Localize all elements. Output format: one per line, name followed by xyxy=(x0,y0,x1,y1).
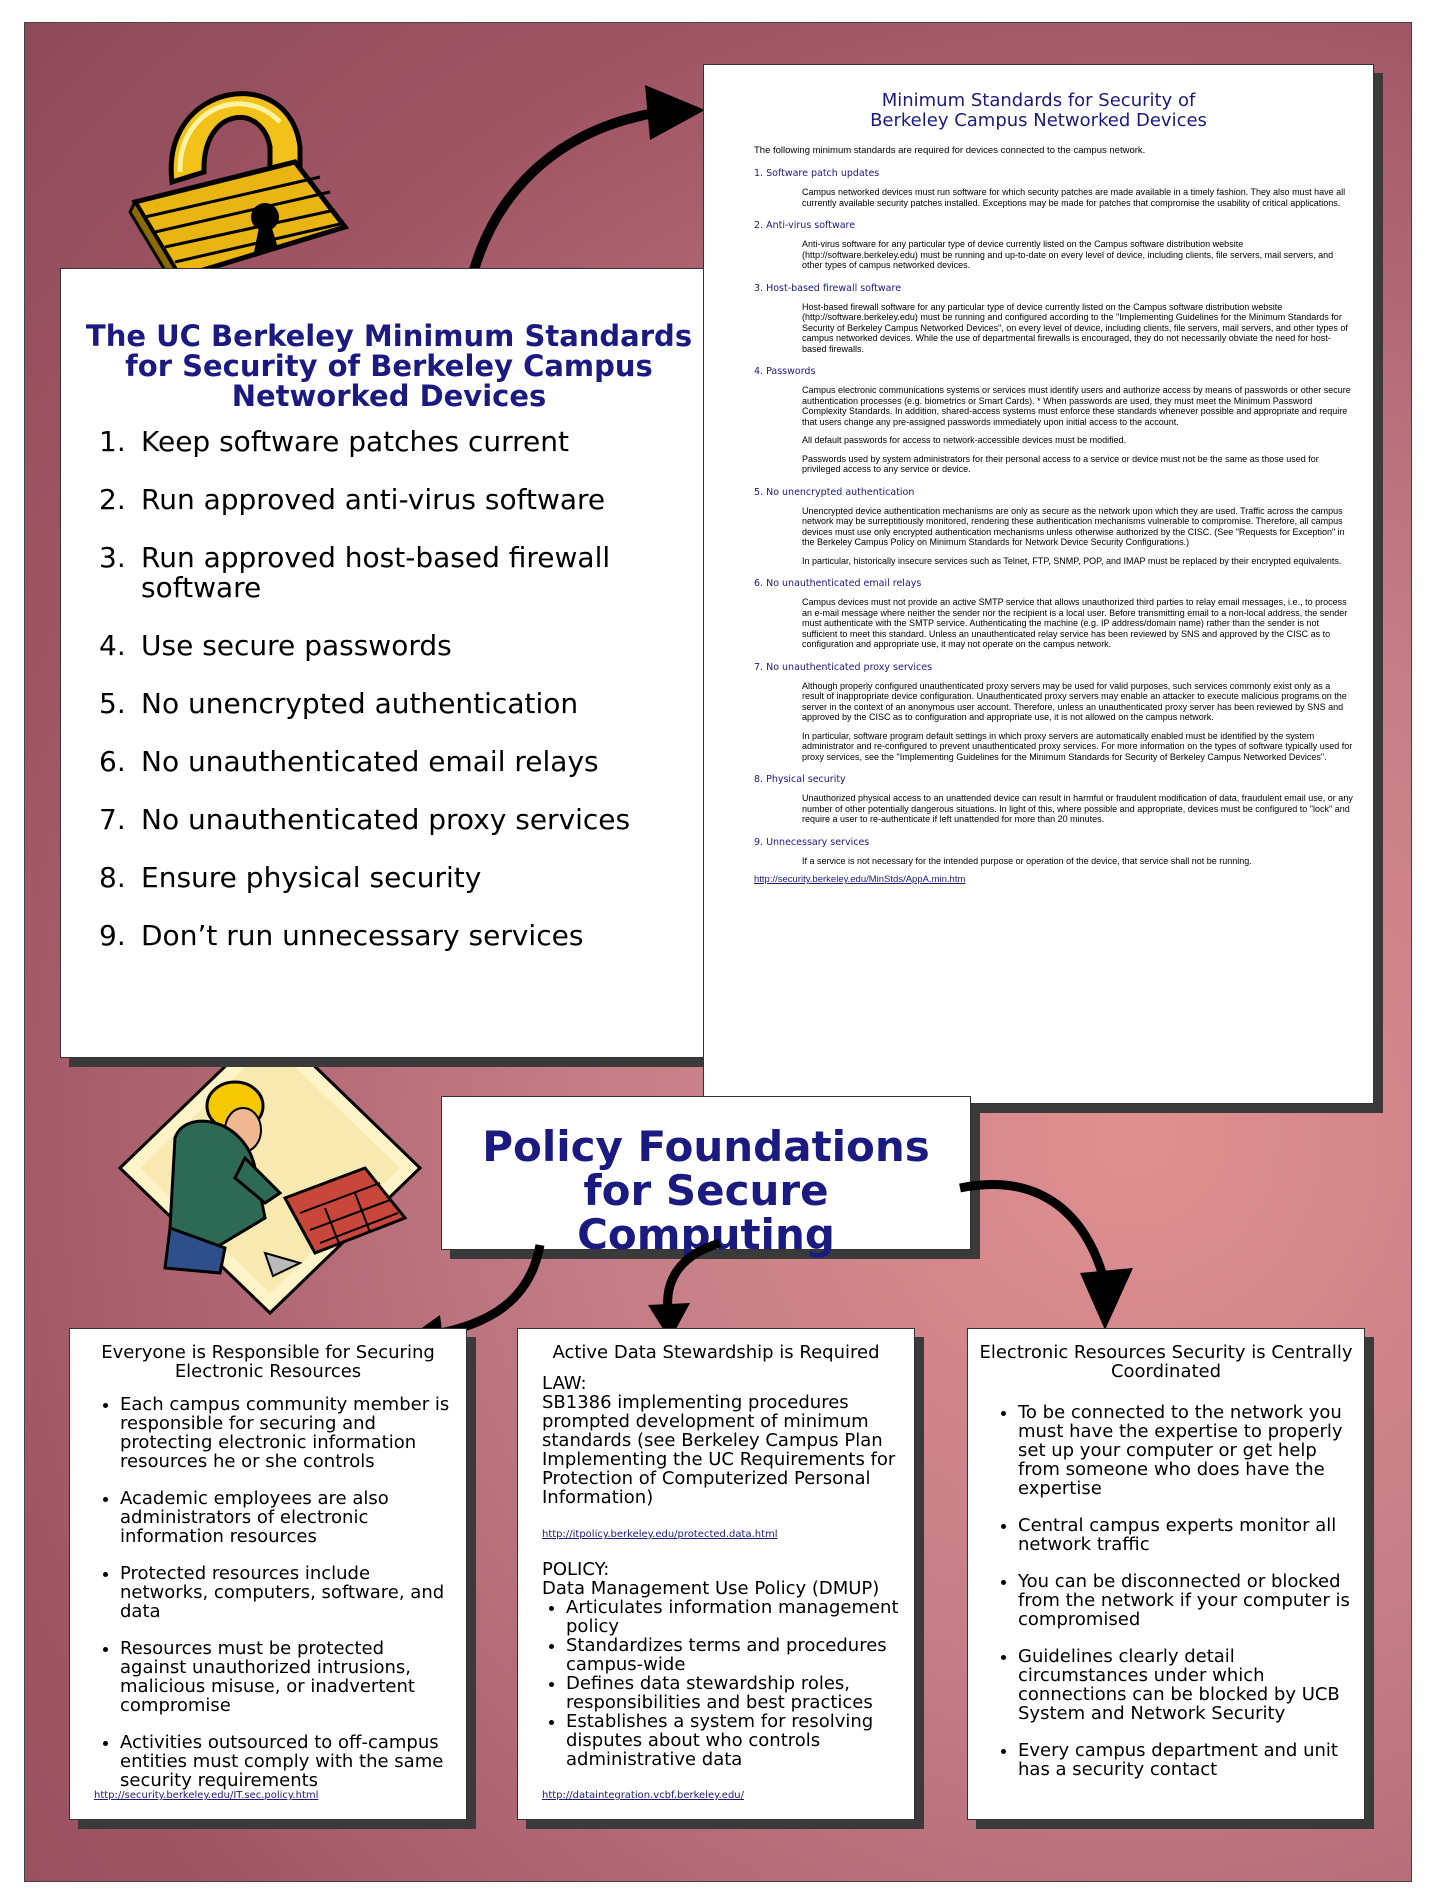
document-section-text: Campus electronic communications systems or services must identify users and authorize access by means of passwords or other secure authentication processes (e.g. biometrics or Smart Cards). * When passwords are used, they must meet the Minimum Password Complexity Standards. In addition, shared-access systems must enforce these standards whenever possible and appropriate and require that users change any pre-assigned passwords immediately upon initial access to the account. xyxy=(802,385,1351,427)
standard-item xyxy=(99,921,717,951)
document-section-text: Although properly configured unauthenticated proxy servers may be used for valid purposes, such services commonly exist only as a result of inappropriate device configuration. Unauthenticated proxy servers may enable an attacker to execute malicious programs on the server in the context of an anonymous user account. Therefore, unless an unauthenticated proxy server has been reviewed by SNS and approved by the CISC as to configuration and appropriate use, it is not allowed on the campus network. xyxy=(802,680,1347,722)
curved-arrow xyxy=(460,80,720,300)
law-text: SB1386 implementing procedures prompted development of minimum standards (see Berkeley Campus Plan Implementing the UC Requirements for Protection of Computerized Personal Information) xyxy=(542,1392,896,1508)
responsibility-box xyxy=(69,1328,467,1820)
standard-text: Keep software patches current xyxy=(141,425,570,458)
standard-number: 8. xyxy=(99,861,126,894)
list-item: • Resources must be protected against unauthorized intrusions, malicious misuse, or inadvertent compromise xyxy=(120,1639,454,1715)
standard-number: 7. xyxy=(99,803,126,836)
standard-number: 2. xyxy=(99,483,126,516)
law-label: LAW: xyxy=(542,1373,587,1394)
document-section-text: If a service is not necessary for the intended purpose or operation of the device, that service shall not be running. xyxy=(802,855,1252,866)
standard-number: 1. xyxy=(99,425,126,458)
policy-list xyxy=(542,1598,900,1769)
document-url-link[interactable]: http://security.berkeley.edu/MinStds/AppA.min.htm xyxy=(754,874,966,885)
document-section xyxy=(754,220,1353,271)
policy-name: Data Management Use Policy (DMUP) xyxy=(542,1578,880,1599)
document-section xyxy=(754,774,1353,825)
protected-data-link[interactable]: http://itpolicy.berkeley.edu/protected.data.html xyxy=(542,1529,778,1540)
standard-item xyxy=(99,631,717,661)
standard-text: No unencrypted authentication xyxy=(141,687,579,720)
document-section-heading: 7. No unauthenticated proxy services xyxy=(754,661,933,673)
list-item: • Standardizes terms and procedures campus-wide xyxy=(566,1636,900,1674)
standard-item xyxy=(99,427,717,457)
bricklayer-clipart xyxy=(115,1018,425,1318)
coordination-list xyxy=(968,1403,1352,1779)
standard-item xyxy=(99,485,717,515)
list-item: • Each campus community member is responsible for securing and protecting electronic information resources he or she controls xyxy=(120,1395,454,1471)
document-section-text: Unencrypted device authentication mechanisms are only as secure as the network upon which they are used. Traffic across the campus network may be surreptitiously monitored, rendering these authentication mechanisms vulnerable to compromise. Therefore, all campus devices must use only encrypted authentication mechanisms unless otherwise authorized by the CISC. (See "Requests for Exception" in the Berkeley Campus Policy on Minimum Standards for Network Device Security Configurations.) xyxy=(802,505,1345,547)
standard-number: 6. xyxy=(99,745,126,778)
document-sections xyxy=(704,168,1373,866)
standards-summary-box xyxy=(60,268,718,1058)
list-item: • Establishes a system for resolving disputes about who controls administrative data xyxy=(566,1712,900,1769)
document-section-heading: 9. Unnecessary services xyxy=(754,836,870,848)
list-item: • Protected resources include networks, computers, software, and data xyxy=(120,1564,454,1621)
standards-list xyxy=(61,427,717,951)
list-item: • To be connected to the network you must have the expertise to properly set up your computer or get help from someone who does have the expertise xyxy=(1018,1403,1352,1498)
list-item: • Activities outsourced to off-campus entities must comply with the same security requirements xyxy=(120,1733,454,1790)
document-section-heading: 6. No unauthenticated email relays xyxy=(754,578,922,589)
stewardship-title: Active Data Stewardship is Required xyxy=(552,1342,880,1363)
document-section-text: Campus networked devices must run software for which security patches are made available in a timely fashion. They also must have all currently available security patches installed. Exceptions may be made for patches that compromise the usability of critical applications. xyxy=(802,187,1346,208)
standard-item xyxy=(99,689,717,719)
standards-summary-title: The UC Berkeley Minimum Standards for Security of Berkeley Campus Networked Devices xyxy=(85,319,693,413)
document-section-heading: 2. Anti-virus software xyxy=(754,220,856,231)
standard-item xyxy=(99,863,717,893)
document-section-heading: 8. Physical security xyxy=(754,774,846,785)
list-item: • Guidelines clearly detail circumstances under which connections can be blocked by UCB System and Network Security xyxy=(1018,1647,1352,1723)
standard-number: 5. xyxy=(99,687,126,720)
document-section xyxy=(754,662,1353,763)
padlock-clipart xyxy=(120,52,350,282)
document-section xyxy=(754,366,1353,475)
standard-number: 9. xyxy=(99,919,126,952)
document-section-text: Campus devices must not provide an active SMTP service that allows unauthorized third parties to relay email messages, i.e., to process an e-mail message where neither the sender nor the recipient is a local user. Before transmitting email to a non-local address, the sender must authenticate with the SMTP service. Authenticating the machine (e.g. IP address/domain name) rather than the sender is not sufficient to meet this standard. Unless an unauthenticated relay service has been reviewed by SNS and approved by the CISC as to configuration and appropriate use, it may not operate on the campus network. xyxy=(802,597,1348,649)
responsibility-list xyxy=(70,1395,454,1790)
responsibility-title: Everyone is Responsible for Securing Electronic Resources xyxy=(101,1342,435,1382)
standard-text: Run approved host-based firewall software xyxy=(141,541,611,604)
list-item: • Central campus experts monitor all network traffic xyxy=(1018,1516,1352,1554)
data-integration-link[interactable]: http://dataintegration.vcbf.berkeley.edu/ xyxy=(542,1790,745,1801)
standard-number: 4. xyxy=(99,629,126,662)
standards-document xyxy=(703,64,1374,1104)
security-policy-link[interactable]: http://security.berkeley.edu/IT.sec.policy.html xyxy=(94,1790,319,1801)
list-item: • Articulates information management policy xyxy=(566,1598,900,1636)
standard-item xyxy=(99,543,717,603)
standard-text: Use secure passwords xyxy=(141,629,452,662)
document-section-heading: 4. Passwords xyxy=(754,366,816,377)
policy-label: POLICY: xyxy=(542,1559,610,1580)
list-item: • You can be disconnected or blocked from the network if your computer is compromised xyxy=(1018,1572,1352,1629)
standard-text: Don’t run unnecessary services xyxy=(141,919,584,952)
document-section-text: Passwords used by system administrators for their personal access to a service or device must not be the same as those used for privileged access to any service or device. xyxy=(802,453,1319,474)
document-section xyxy=(754,837,1353,867)
document-section-text: Anti-virus software for any particular type of device currently listed on the Campus software distribution website (http://software.berkeley.edu) must be running and up-to-date on every level of device, including clients, file servers, mail servers, and other types of campus networked devices. xyxy=(802,239,1334,270)
document-section-text: Host-based firewall software for any particular type of device currently listed on the Campus software distribution website (http://software.berkeley.edu) must be running and configured according to the "Implementing Guidelines for the Minimum Standards for Security of Berkeley Campus Networked Devices", on every level of device, including clients, file servers, mail servers, and other types of campus networked devices. While the use of departmental firewalls is encouraged, they do not necessarily obviate the need for host-based firewalls. xyxy=(802,301,1348,354)
standard-item xyxy=(99,747,717,777)
curved-arrow xyxy=(955,1168,1155,1338)
document-section xyxy=(754,283,1353,355)
document-section-text: Unauthorized physical access to an unattended device can result in harmful or fraudulent modification of data, fraudulent email use, or any number of other potentially dangerous situations. In light of this, where possible and appropriate, devices must be configured to "lock" and require a user to re-authenticate if left unattended for more than 20 minutes. xyxy=(802,793,1353,824)
list-item: • Defines data stewardship roles, responsibilities and best practices xyxy=(566,1674,900,1712)
standard-text: No unauthenticated email relays xyxy=(141,745,599,778)
standard-text: Run approved anti-virus software xyxy=(141,483,606,516)
document-title: Minimum Standards for Security of Berkeley Campus Networked Devices xyxy=(870,90,1207,131)
document-section xyxy=(754,578,1353,650)
document-section-text: All default passwords for access to network-accessible devices must be modified. xyxy=(802,435,1127,445)
standard-text: No unauthenticated proxy services xyxy=(141,803,631,836)
standard-text: Ensure physical security xyxy=(141,861,482,894)
document-section-text: In particular, historically insecure services such as Telnet, FTP, SNMP, POP, and IMAP must be replaced by their encrypted equivalents. xyxy=(802,555,1342,566)
document-section xyxy=(754,168,1353,208)
poster-title-box xyxy=(441,1096,971,1259)
standard-number: 3. xyxy=(99,541,126,574)
standard-item xyxy=(99,805,717,835)
coordination-box xyxy=(967,1328,1365,1820)
poster-title: Policy Foundations for Secure Computing xyxy=(482,1122,930,1259)
document-section-heading: 5. No unencrypted authentication xyxy=(754,486,915,498)
list-item: • Academic employees are also administrators of electronic information resources xyxy=(120,1489,454,1546)
document-section-text: In particular, software program default settings in which proxy servers are automatically enabled must be identified by the system administrator and re-configured to prevent unauthenticated proxy services. For more information on the types of software typically used for proxy services, see the "Implementing Guidelines for the Minimum Standards for Security of Berkeley Campus Networked Devices". xyxy=(802,730,1353,762)
coordination-title: Electronic Resources Security is Centrally Coordinated xyxy=(979,1342,1353,1382)
document-section-heading: 1. Software patch updates xyxy=(754,168,880,179)
document-section-heading: 3. Host-based firewall software xyxy=(754,282,902,294)
document-section xyxy=(754,487,1353,567)
list-item: • Every campus department and unit has a security contact xyxy=(1018,1741,1352,1779)
document-intro: The following minimum standards are required for devices connected to the campus network. xyxy=(754,145,1146,156)
stewardship-box xyxy=(517,1328,915,1820)
